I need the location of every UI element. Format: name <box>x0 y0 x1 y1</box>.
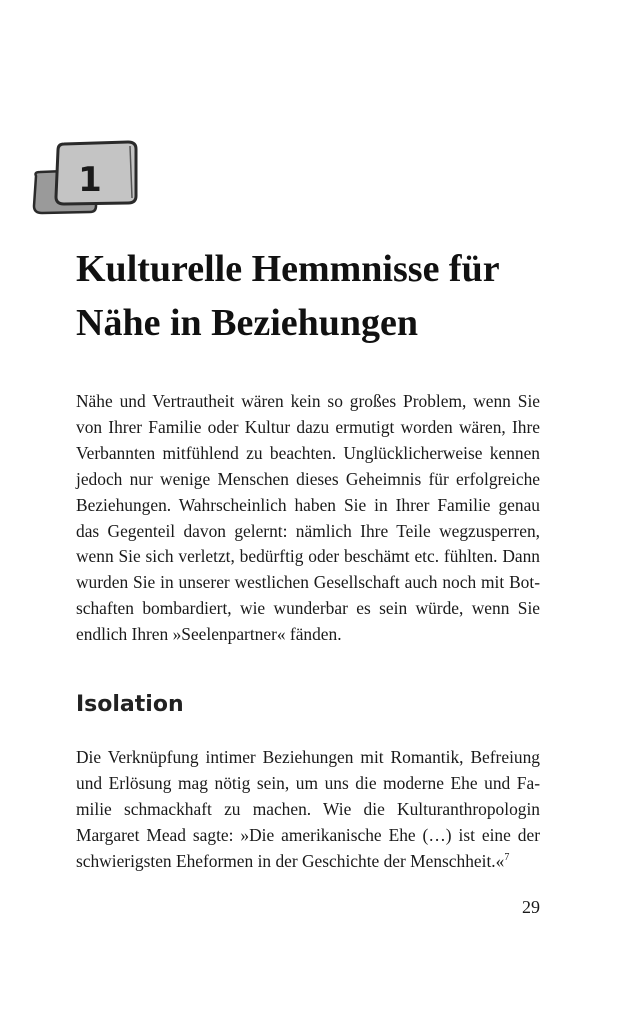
section-heading: Isolation <box>76 692 184 717</box>
intro-paragraph: Nähe und Vertrautheit wären kein so großes Problem, wenn Sie von Ihrer Familie oder Kultur dazu ermutigt worden wären, Ihre Verbannten mitfühlend zu beachten. Unglücklicherweise kennen jedoch nur wenige Menschen dieses Geheimnis für erfolgreiche Beziehungen. Wahrscheinlich haben Sie in Ihrer Familie genau das Gegenteil davon gelernt: nämlich Ihre Teile wegzusperren, wenn Sie sich verletzt, bedürftig oder beschämt etc. fühlten. Dann wurden Sie in unserer westlichen Gesellschaft auch noch mit Botschaften bombardiert, wie wunderbar es sein würde, wenn Sie endlich Ihren »Seelenpartner« fänden. <box>76 391 540 645</box>
chapter-title-line-2: Nähe in Beziehungen <box>76 302 419 344</box>
chapter-number: 1 <box>78 160 102 200</box>
page-number: 29 <box>522 897 540 917</box>
chapter-title <box>76 242 576 350</box>
chapter-title-line-1: Kulturelle Hemmnisse für <box>76 248 500 290</box>
section-paragraph-text: Die Verknüpfung intimer Beziehungen mit Romantik, Befreiung und Erlösung mag nötig sein, um uns die moderne Ehe und Familie schmackhaft zu machen. Wie die Kulturanthropologin Margaret Mead sagte: »Die amerikanische Ehe (…) ist eine der schwierigsten Eheformen in der Geschichte der Menschheit.« <box>76 747 540 871</box>
section-paragraph <box>76 745 540 875</box>
footnote-reference: 7 <box>504 851 510 863</box>
